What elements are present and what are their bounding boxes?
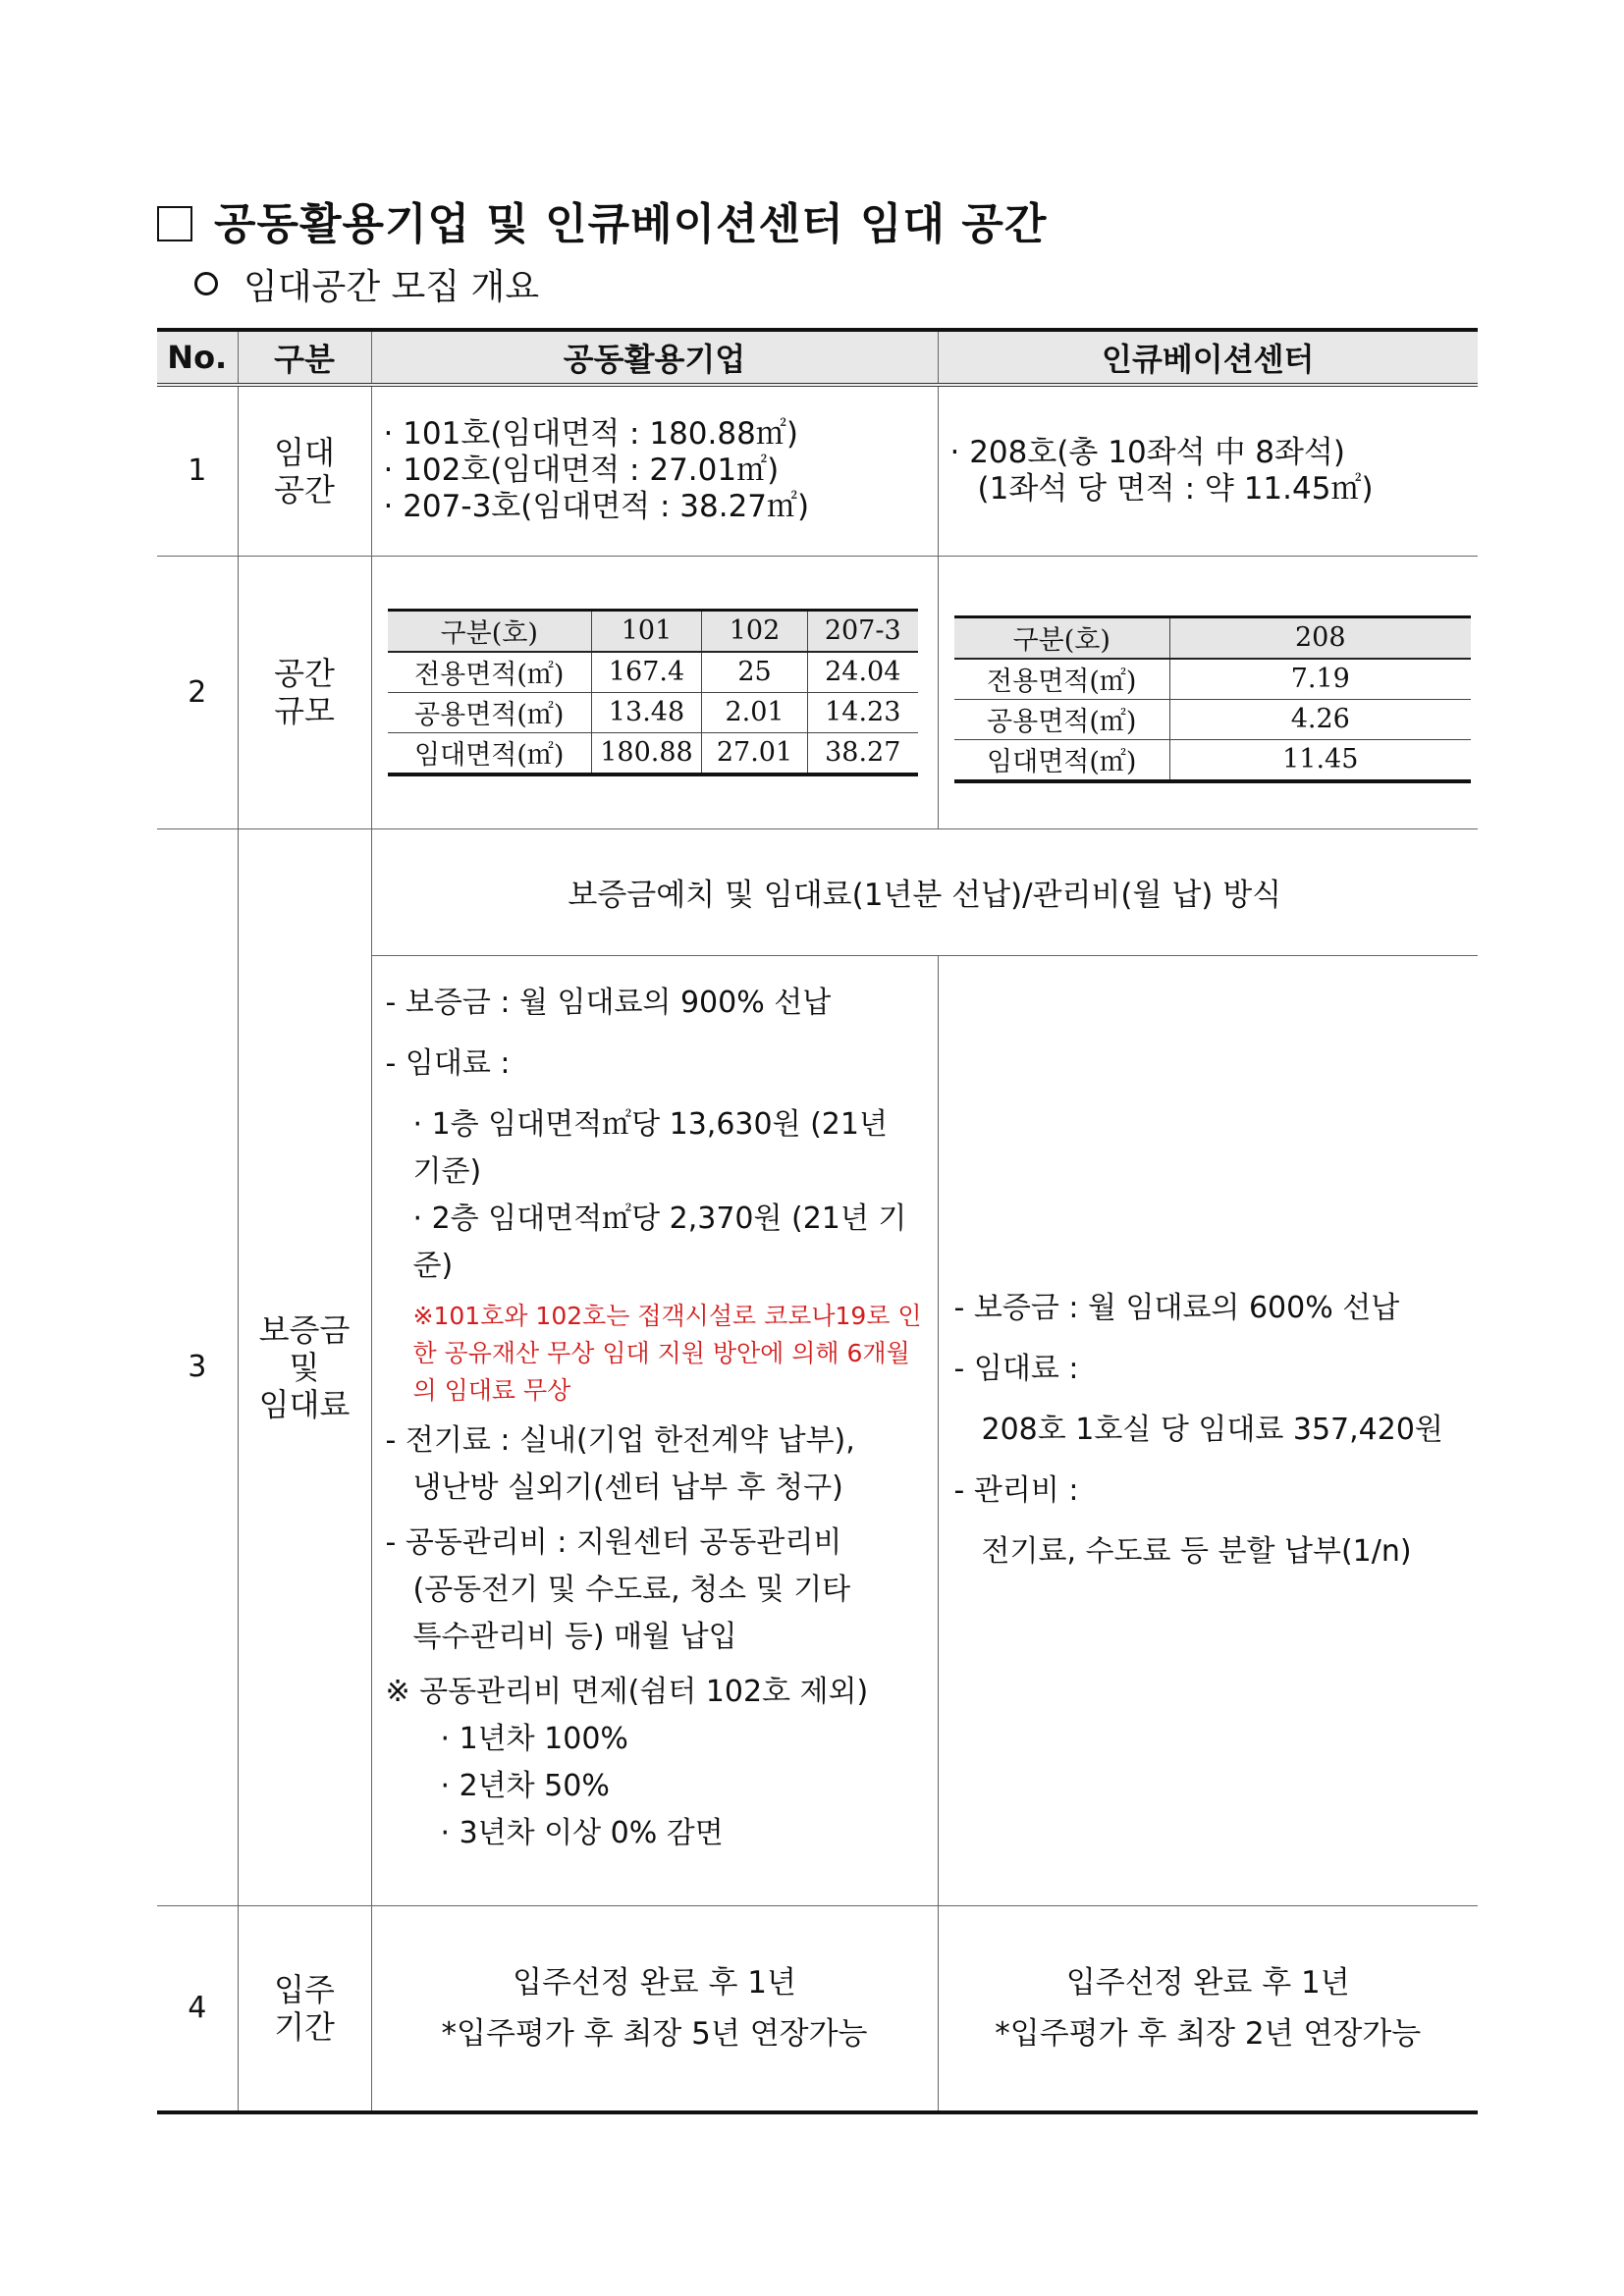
- table-row: [157, 828, 1478, 955]
- table-row: [157, 1905, 1478, 2112]
- list-item: 공용면적(㎡) 4.26: [954, 699, 1471, 739]
- header-no: No.: [157, 330, 238, 385]
- list-item: 전용면적(㎡) 167.4 25 24.04: [388, 652, 918, 693]
- row-category: 입주 기간: [238, 1905, 371, 2112]
- incubation-space-size-cell: [938, 556, 1478, 828]
- list-item: 구분(호) 101 102 207-3: [388, 610, 918, 652]
- list-item: 전용면적(㎡) 7.19: [954, 659, 1471, 700]
- section-subtitle-text: 임대공간 모집 개요: [244, 267, 540, 307]
- row-number: 4: [157, 1905, 238, 2112]
- row-number: 1: [157, 385, 238, 556]
- list-item: 임대면적(㎡) 180.88 27.01 38.27: [388, 732, 918, 774]
- section-subtitle: [194, 259, 539, 309]
- table-header-row: [157, 330, 1478, 385]
- row-category: 임대 공간: [238, 385, 371, 556]
- row-category: 공간 규모: [238, 556, 371, 828]
- list-item: 공용면적(㎡) 13.48 2.01 14.23: [388, 692, 918, 732]
- shared-deposit-rent-details: - 보증금 : 월 임대료의 900% 선납 - 임대료 : · 1층 임대면적㎡당 13,630원 (21년 기준) · 2층 임대면적㎡당 2,370원 (21년 기준) ※101호와 102호는 접객시설로 코로나19로 인한 공유재산 무상 임대 지원 방안에 의해 6개월의 임대료 무상 - 전기료 : 실내(기업 한전계약 납부), 냉난방 실외기(센터 납부 후 청구) - 공동관리비 : 지원센터 공동관리비 (공동전기 및 수도료, 청소 및 기타 특수관리비 등) 매월 납입 ※ 공동관리비 면제(쉼터 102호 제외) · 1년차 100% · 2년차 50% · 3년차 이상 0% 감면: [371, 955, 938, 1905]
- shared-rental-space: · 101호(임대면적 : 180.88㎡) · 102호(임대면적 : 27.01㎡) · 207-3호(임대면적 : 38.27㎡): [371, 385, 938, 556]
- shared-space-size-table: [388, 609, 918, 776]
- circle-bullet-icon: [194, 272, 218, 295]
- list-item: 구분(호) 208: [954, 616, 1471, 659]
- incubation-space-size-table: [954, 615, 1471, 783]
- table-row: [157, 556, 1478, 828]
- list-item: 임대면적(㎡) 11.45: [954, 739, 1471, 781]
- rental-overview-table: [157, 328, 1478, 2114]
- payment-method: 보증금예치 및 임대료(1년분 선납)/관리비(월 납) 방식: [371, 828, 1478, 955]
- incubation-rental-space: · 208호(총 10좌석 中 8좌석) (1좌석 당 면적 : 약 11.45㎡): [938, 385, 1478, 556]
- incubation-residency-period: 입주선정 완료 후 1년 *입주평가 후 최장 2년 연장가능: [938, 1905, 1478, 2112]
- checkbox-square-icon: [157, 206, 192, 241]
- shared-space-size-cell: [371, 556, 938, 828]
- header-shared: 공동활용기업: [371, 330, 938, 385]
- page-title: [157, 188, 1047, 251]
- page-title-text: 공동활용기업 및 인큐베이션센터 임대 공간: [214, 199, 1048, 249]
- row-number: 2: [157, 556, 238, 828]
- row-number: 3: [157, 828, 238, 1905]
- covid-rent-free-note: ※101호와 102호는 접객시설로 코로나19로 인한 공유재산 무상 임대 지원 방안에 의해 6개월의 임대료 무상: [412, 1301, 922, 1405]
- row-category: 보증금 및 임대료: [238, 828, 371, 1905]
- header-incubation: 인큐베이션센터: [938, 330, 1478, 385]
- shared-residency-period: 입주선정 완료 후 1년 *입주평가 후 최장 5년 연장가능: [371, 1905, 938, 2112]
- incubation-deposit-rent-details: - 보증금 : 월 임대료의 600% 선납 - 임대료 : 208호 1호실 당 임대료 357,420원 - 관리비 : 전기료, 수도료 등 분할 납부(1/n): [938, 955, 1478, 1905]
- header-category: 구분: [238, 330, 371, 385]
- table-row: [157, 385, 1478, 556]
